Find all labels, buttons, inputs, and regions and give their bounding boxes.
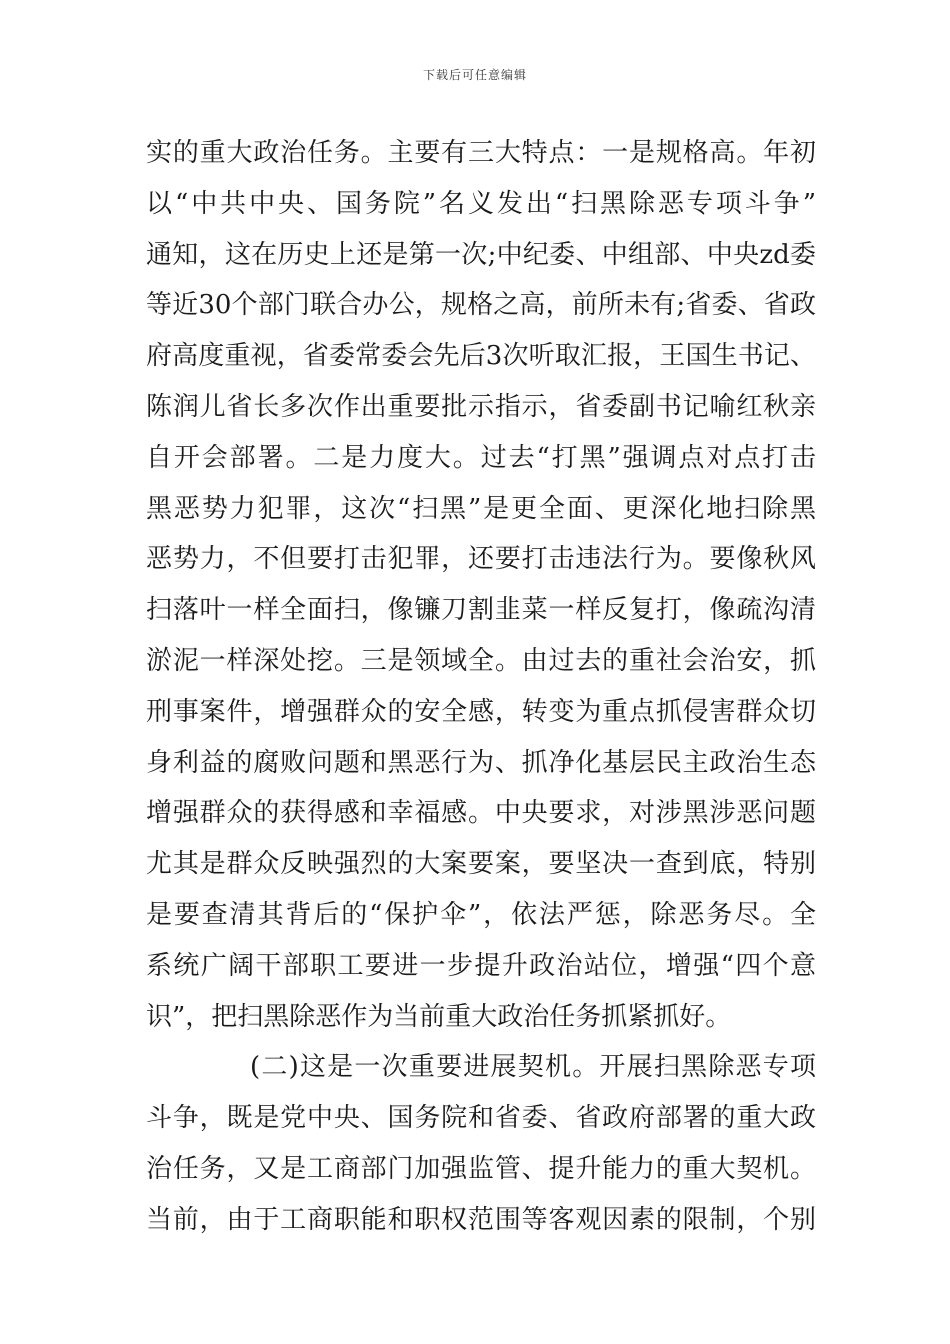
text-line: 淤泥一样深处挖。三是领域全。由过去的重社会治安，抓 bbox=[146, 645, 816, 676]
text-line: 治任务，又是工商部门加强监管、提升能力的重大契机。 bbox=[146, 1153, 816, 1184]
body-text bbox=[146, 128, 816, 1246]
text-line: 实的重大政治任务。主要有三大特点：一是规格高。年初 bbox=[146, 138, 816, 168]
text-line: 斗争，既是党中央、国务院和省委、省政府部署的重大政 bbox=[146, 1103, 816, 1134]
text-line: 通知，这在历史上还是第一次;中纪委、中组部、中央zd委 bbox=[146, 239, 816, 270]
text-line: 府高度重视，省委常委会先后3次听取汇报，王国生书记、 bbox=[146, 341, 816, 372]
text-line: 恶势力，不但要打击犯罪，还要打击违法行为。要像秋风 bbox=[146, 544, 816, 575]
text-line: 陈润儿省长多次作出重要批示指示，省委副书记喻红秋亲 bbox=[146, 391, 816, 422]
text-line: 以“中共中央、国务院”名义发出“扫黑除恶专项斗争” bbox=[146, 188, 816, 219]
text-line: 识”，把扫黑除恶作为当前重大政治任务抓紧抓好。 bbox=[146, 1001, 732, 1032]
text-line: 系统广阔干部职工要进一步提升政治站位，增强“四个意 bbox=[146, 950, 816, 981]
text-line: 尤其是群众反映强烈的大案要案，要坚决一查到底，特别 bbox=[146, 849, 816, 880]
text-line: 黑恶势力犯罪，这次“扫黑”是更全面、更深化地扫除黑 bbox=[146, 493, 816, 524]
text-line: 扫落叶一样全面扫，像镰刀割韭菜一样反复打，像疏沟清 bbox=[146, 595, 816, 626]
text-line: 身利益的腐败问题和黑恶行为、抓净化基层民主政治生态 bbox=[146, 747, 816, 778]
text-line: 当前，由于工商职能和职权范围等客观因素的限制，个别 bbox=[146, 1204, 816, 1235]
paragraph-start-line: (二)这是一次重要进展契机。开展扫黑除恶专项 bbox=[250, 1052, 816, 1083]
text-line: 增强群众的获得感和幸福感。中央要求，对涉黑涉恶问题 bbox=[146, 798, 816, 829]
text-line: 等近30个部门联合办公，规格之高，前所未有;省委、省政 bbox=[146, 290, 816, 321]
text-line: 是要查清其背后的“保护伞”，依法严惩，除恶务尽。全 bbox=[146, 899, 816, 930]
text-line: 自开会部署。二是力度大。过去“打黑”强调点对点打击 bbox=[146, 442, 816, 473]
text-line: 刑事案件，增强群众的安全感，转变为重点抓侵害群众切 bbox=[146, 696, 816, 727]
page-header: 下载后可任意编辑 bbox=[422, 68, 527, 82]
